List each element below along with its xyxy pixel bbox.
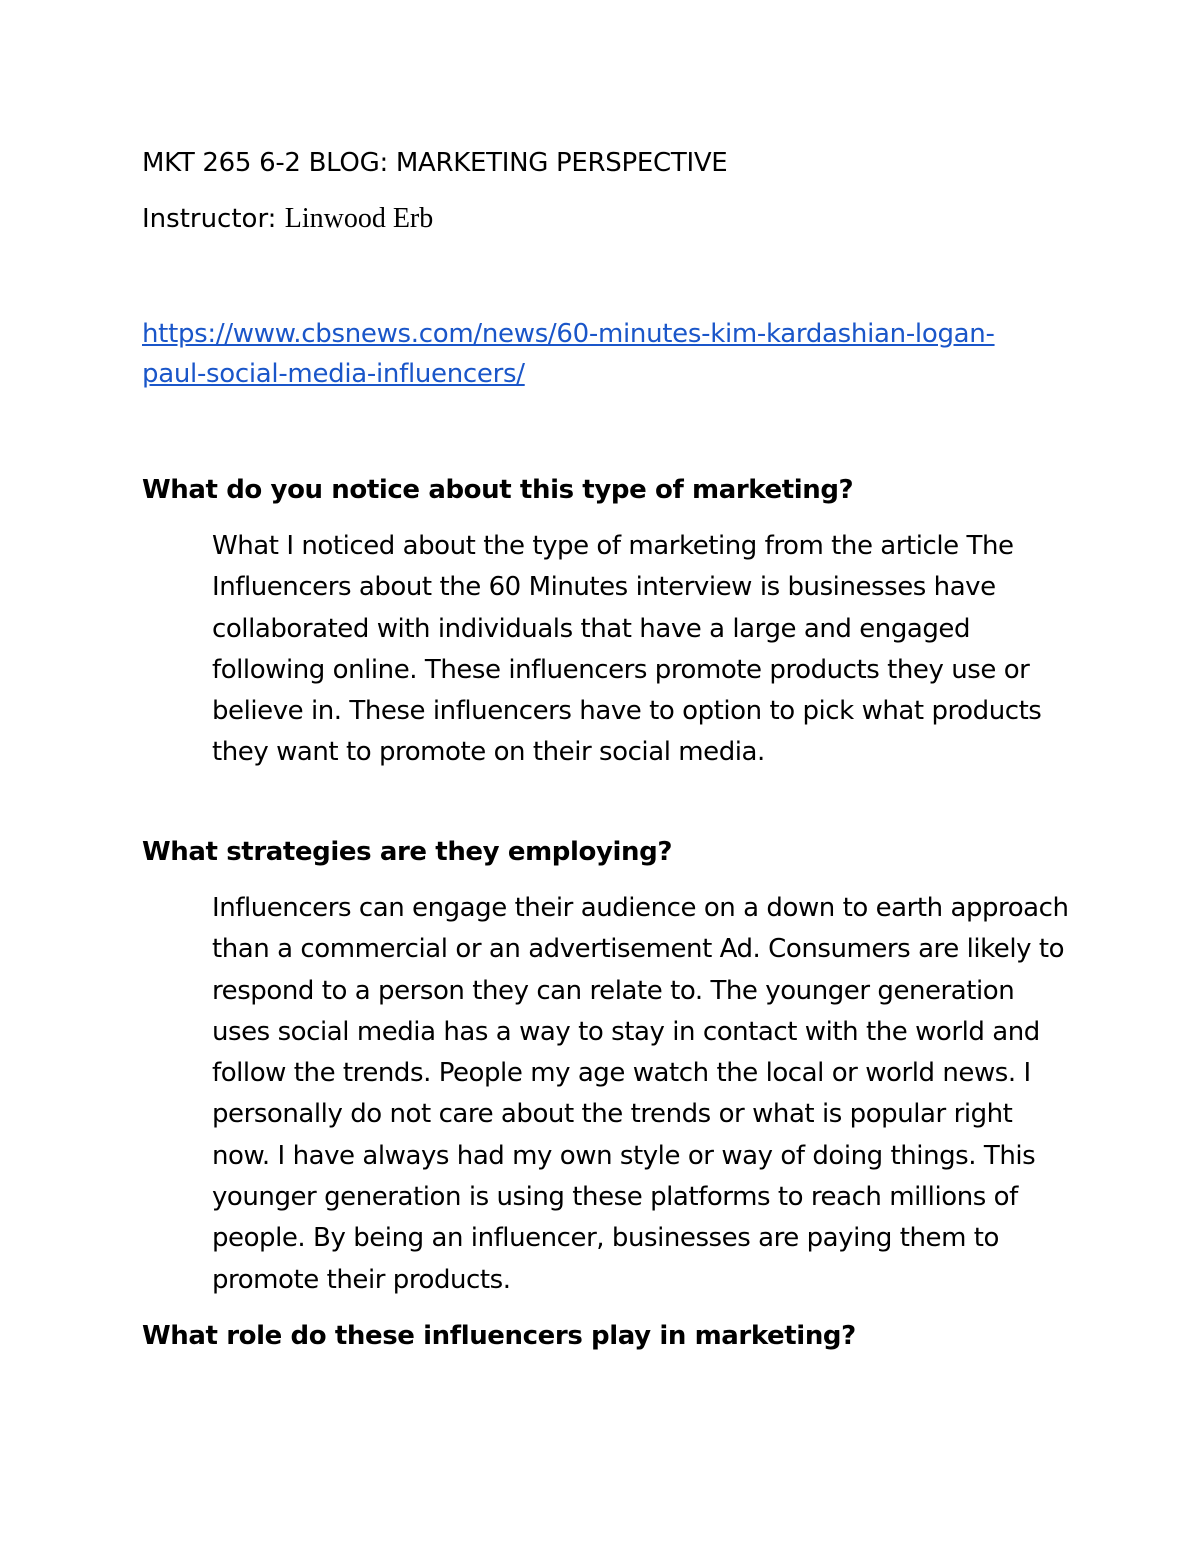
- instructor-name: Linwood Erb: [284, 203, 434, 234]
- question-heading: What role do these influencers play in marketing?: [142, 1321, 856, 1351]
- article-link-line1[interactable]: https://www.cbsnews.com/news/60-minutes-kim-kardashian-logan-: [142, 319, 995, 349]
- question-heading: What do you notice about this type of marketing?: [142, 475, 854, 505]
- instructor-label: Instructor:: [142, 204, 285, 234]
- answer-paragraph: What I noticed about the type of marketing from the article The Influencers about the 60 Minutes interview is businesses have collaborated with individuals that have a large and engaged following online. These influencers promote products they use or believe in. These influencers have to option to pick what products they want to promote on their social media.: [212, 531, 1042, 768]
- instructor-line: [142, 202, 433, 236]
- answer-paragraph: Influencers can engage their audience on a down to earth approach than a commercial or an advertisement Ad. Consumers are likely to respond to a person they can relate to. The younger generation uses social media has a way to stay in contact with the world and follow the trends. People my age watch the local or world news. I personally do not care about the trends or what is popular right now. I have always had my own style or way of doing things. This younger generation is using these platforms to reach millions of people. By being an influencer, businesses are paying them to promote their products.: [212, 893, 1069, 1295]
- question-heading: What strategies are they employing?: [142, 837, 673, 867]
- article-link-line2[interactable]: paul-social-media-influencers/: [142, 359, 525, 389]
- document-title: MKT 265 6-2 BLOG: MARKETING PERSPECTIVE: [142, 148, 728, 178]
- article-link[interactable]: [142, 314, 1042, 394]
